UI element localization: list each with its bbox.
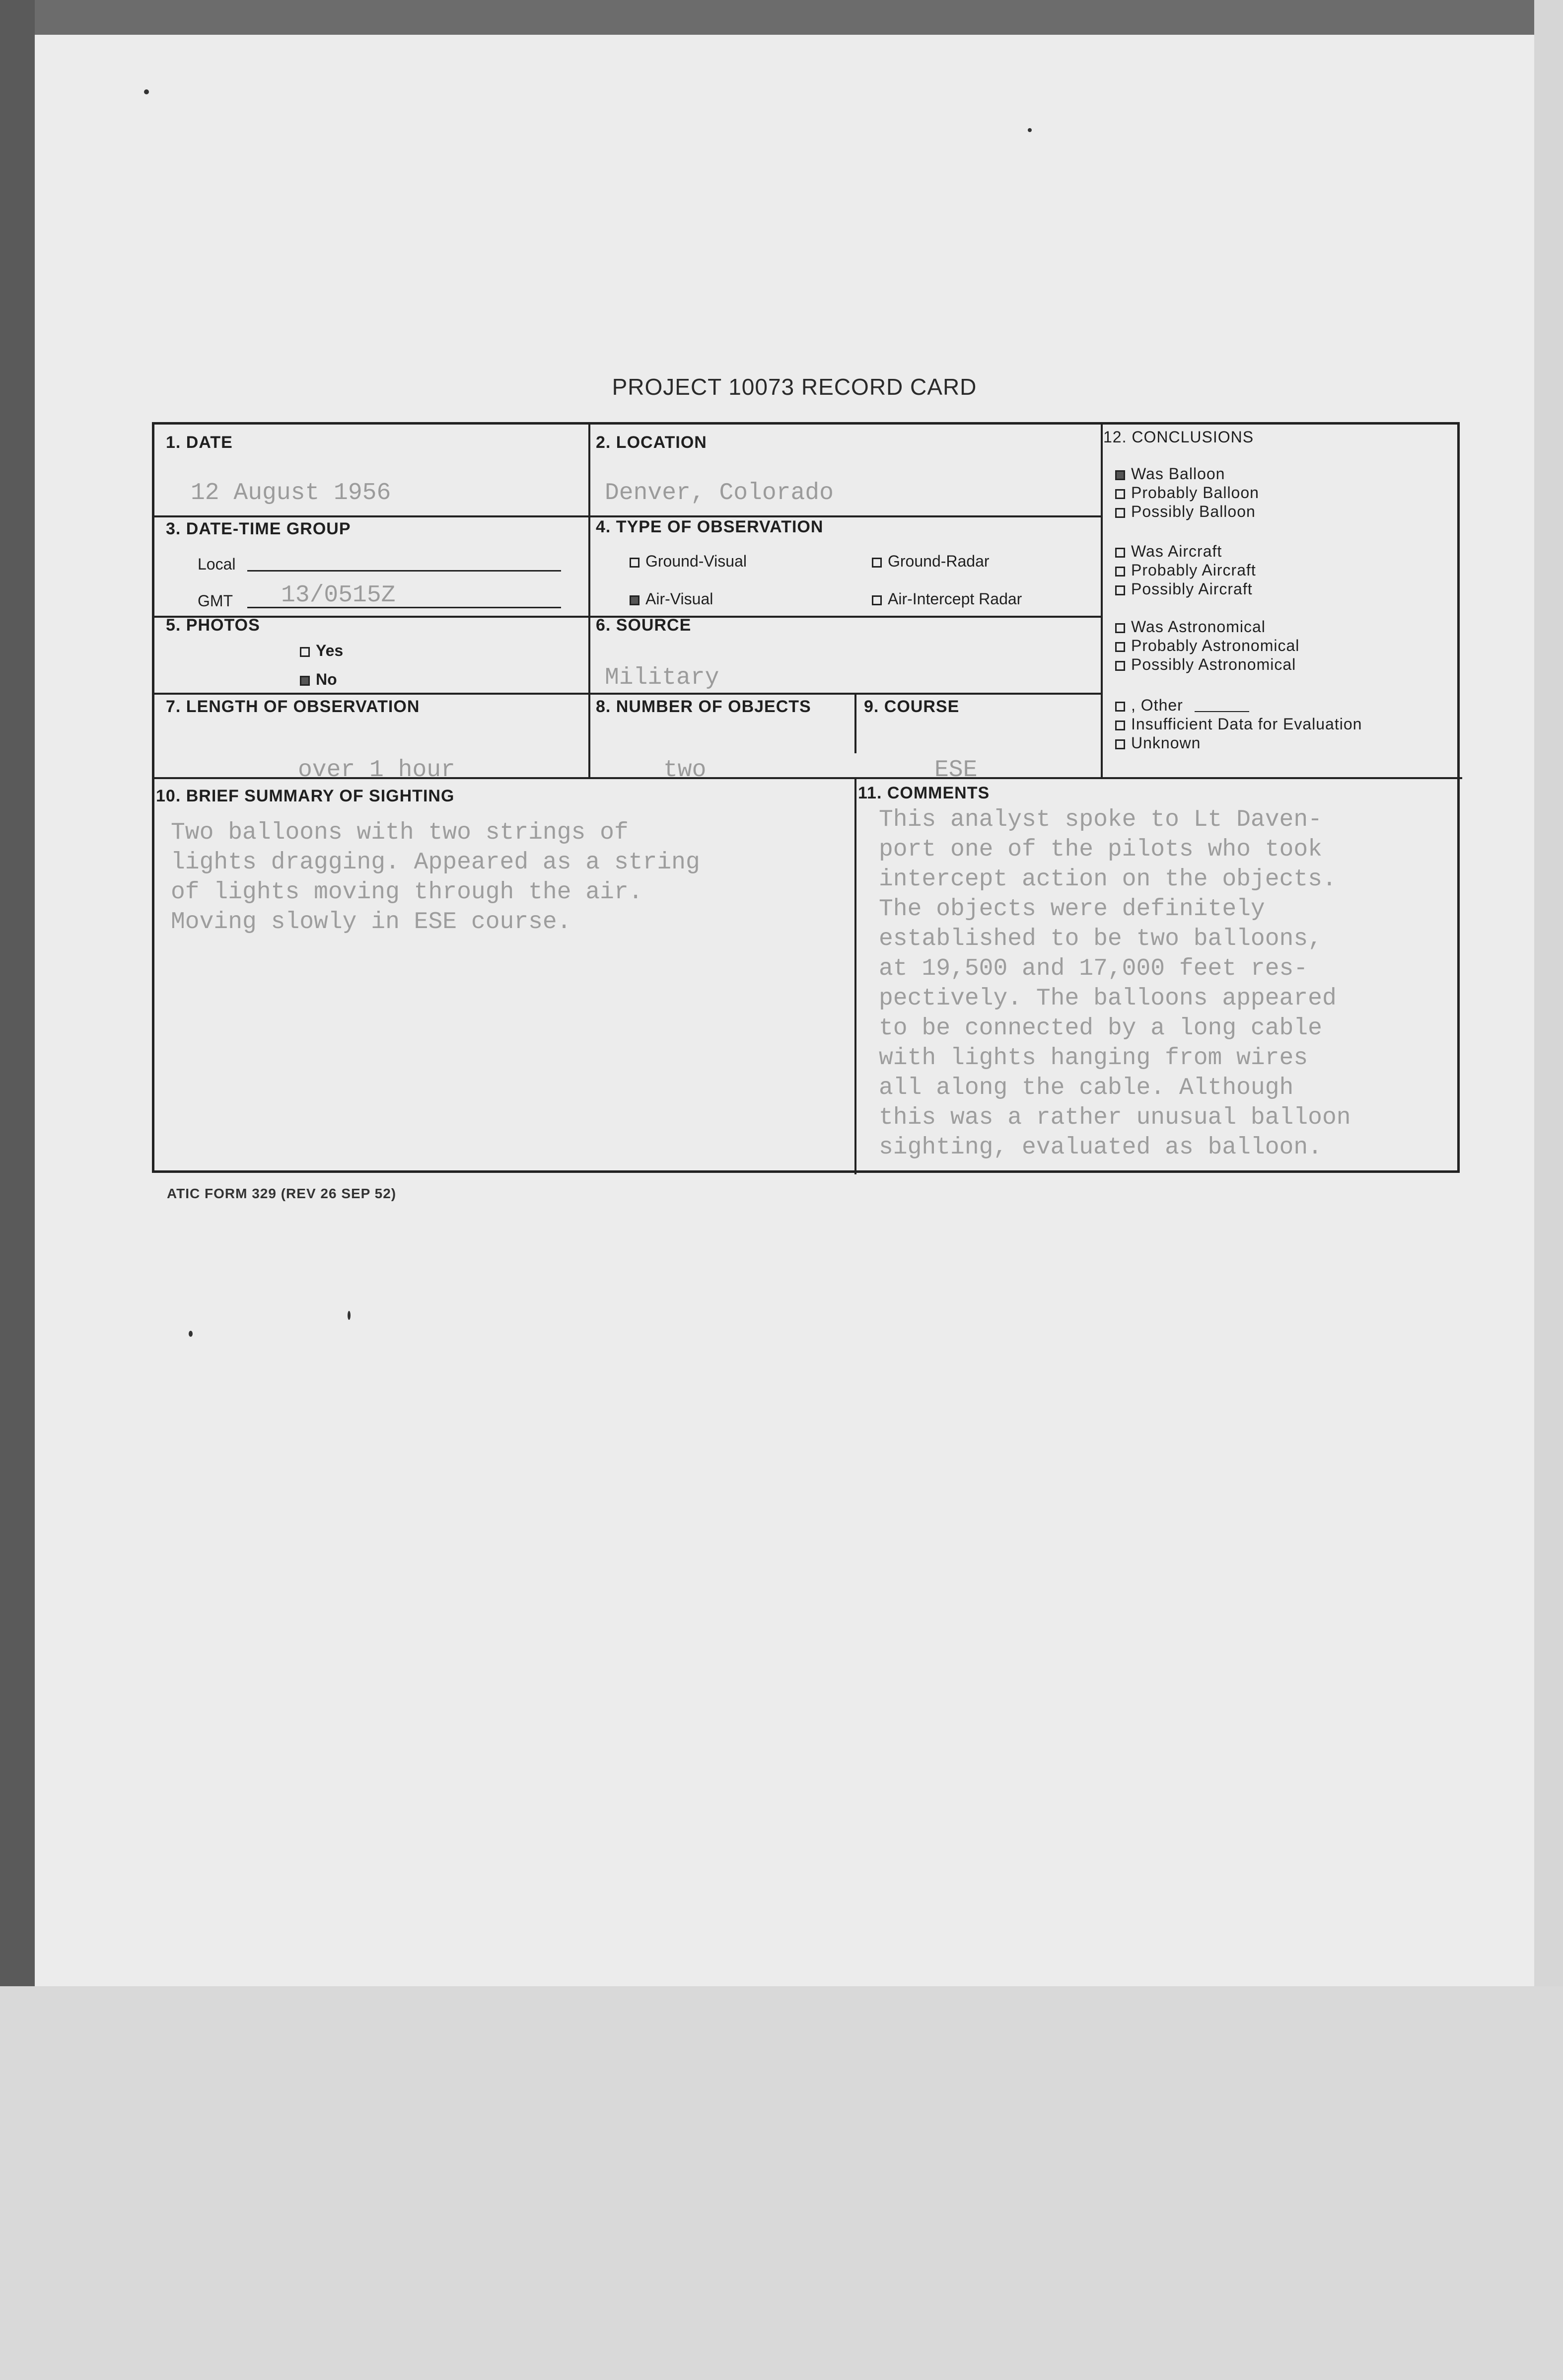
gmt-label: GMT [198, 592, 233, 610]
number-of-objects-label: 8. NUMBER OF OBJECTS [596, 697, 811, 716]
summary-line: Two balloons with two strings of [171, 819, 629, 846]
form-id: ATIC FORM 329 (REV 26 SEP 52) [167, 1186, 397, 1201]
conclusion-possibly-astronomical: Possibly Astronomical [1115, 655, 1296, 674]
checked-box-icon [300, 676, 310, 686]
divider [588, 425, 590, 777]
location-label: 2. LOCATION [596, 433, 707, 452]
conclusion-probably-astronomical: Probably Astronomical [1115, 637, 1299, 655]
checkbox-icon [1115, 567, 1125, 577]
checkbox-icon [1115, 548, 1125, 558]
divider [1101, 425, 1103, 777]
air-visual-option: Air-Visual [630, 590, 713, 608]
divider [854, 693, 856, 753]
comment-line: sighting, evaluated as balloon. [879, 1134, 1322, 1161]
date-label: 1. DATE [166, 433, 233, 452]
number-of-objects-value: two [663, 757, 707, 784]
comment-line: all along the cable. Although [879, 1075, 1294, 1101]
conclusion-unknown: Unknown [1115, 734, 1201, 752]
conclusion-insufficient-data: Insufficient Data for Evaluation [1115, 715, 1362, 733]
length-label: 7. LENGTH OF OBSERVATION [166, 697, 420, 716]
checkbox-icon [1115, 702, 1125, 712]
gmt-value: 13/0515Z [281, 582, 396, 609]
checkbox-icon [1115, 661, 1125, 671]
course-label: 9. COURSE [864, 697, 960, 716]
comment-line: at 19,500 and 17,000 feet res- [879, 955, 1308, 982]
summary-line: of lights moving through the air. [171, 879, 643, 906]
checkbox-icon [1115, 585, 1125, 595]
comment-line: this was a rather unusual balloon [879, 1104, 1351, 1131]
summary-label: 10. BRIEF SUMMARY OF SIGHTING [156, 787, 455, 805]
checkbox-icon [630, 558, 639, 568]
comment-line: This analyst spoke to Lt Daven- [879, 806, 1322, 833]
conclusion-probably-aircraft: Probably Aircraft [1115, 561, 1256, 579]
checkbox-icon [1115, 623, 1125, 633]
local-label: Local [198, 555, 236, 573]
observation-type-label: 4. TYPE OF OBSERVATION [596, 517, 824, 536]
photos-label: 5. PHOTOS [166, 616, 260, 635]
checkbox-icon [1115, 739, 1125, 749]
conclusion-probably-balloon: Probably Balloon [1115, 484, 1259, 502]
conclusion-possibly-aircraft: Possibly Aircraft [1115, 580, 1253, 598]
conclusion-was-aircraft: Was Aircraft [1115, 542, 1222, 561]
card-title: PROJECT 10073 RECORD CARD [612, 374, 977, 400]
divider [854, 777, 856, 1174]
divider [154, 693, 1101, 695]
checkbox-icon [1115, 721, 1125, 730]
summary-line: lights dragging. Appeared as a string [171, 849, 700, 876]
checked-box-icon [630, 595, 639, 605]
other-underline [1195, 711, 1249, 712]
photos-yes-option: Yes [300, 642, 343, 660]
course-value: ESE [934, 757, 978, 784]
dust-speck [1028, 128, 1032, 132]
comment-line: intercept action on the objects. [879, 866, 1337, 893]
conclusion-possibly-balloon: Possibly Balloon [1115, 503, 1256, 521]
date-value: 12 August 1956 [191, 480, 391, 506]
photos-no-option: No [300, 670, 337, 689]
checkbox-icon [1115, 642, 1125, 652]
checkbox-icon [300, 647, 310, 657]
checked-box-icon [1115, 470, 1125, 480]
location-value: Denver, Colorado [605, 480, 834, 506]
conclusion-was-astronomical: Was Astronomical [1115, 618, 1266, 636]
comment-line: established to be two balloons, [879, 926, 1322, 952]
comment-line: The objects were definitely [879, 896, 1265, 923]
checkbox-icon [872, 595, 882, 605]
dust-speck [144, 89, 149, 94]
summary-line: Moving slowly in ESE course. [171, 909, 571, 936]
ground-visual-option: Ground-Visual [630, 552, 747, 571]
comments-label: 11. COMMENTS [858, 784, 990, 802]
source-label: 6. SOURCE [596, 616, 692, 635]
checkbox-icon [1115, 508, 1125, 518]
conclusion-other: , Other [1115, 696, 1183, 715]
air-intercept-radar-option: Air-Intercept Radar [872, 590, 1022, 608]
local-underline [247, 570, 561, 572]
comment-line: with lights hanging from wires [879, 1045, 1308, 1072]
film-strip-bottom [0, 1986, 1563, 2380]
conclusions-label: 12. CONCLUSIONS [1103, 428, 1254, 446]
film-edge-top [0, 0, 1563, 35]
length-value: over 1 hour [298, 757, 455, 784]
comment-line: to be connected by a long cable [879, 1015, 1322, 1042]
date-time-group-label: 3. DATE-TIME GROUP [166, 519, 351, 538]
checkbox-icon [1115, 489, 1125, 499]
ground-radar-option: Ground-Radar [872, 552, 990, 571]
film-edge-left [0, 0, 35, 2016]
source-value: Military [605, 664, 719, 691]
checkbox-icon [872, 558, 882, 568]
comment-line: pectively. The balloons appeared [879, 985, 1337, 1012]
comment-line: port one of the pilots who took [879, 836, 1322, 863]
conclusion-was-balloon: Was Balloon [1115, 465, 1225, 483]
dust-speck [348, 1311, 351, 1320]
dust-speck [189, 1331, 193, 1337]
